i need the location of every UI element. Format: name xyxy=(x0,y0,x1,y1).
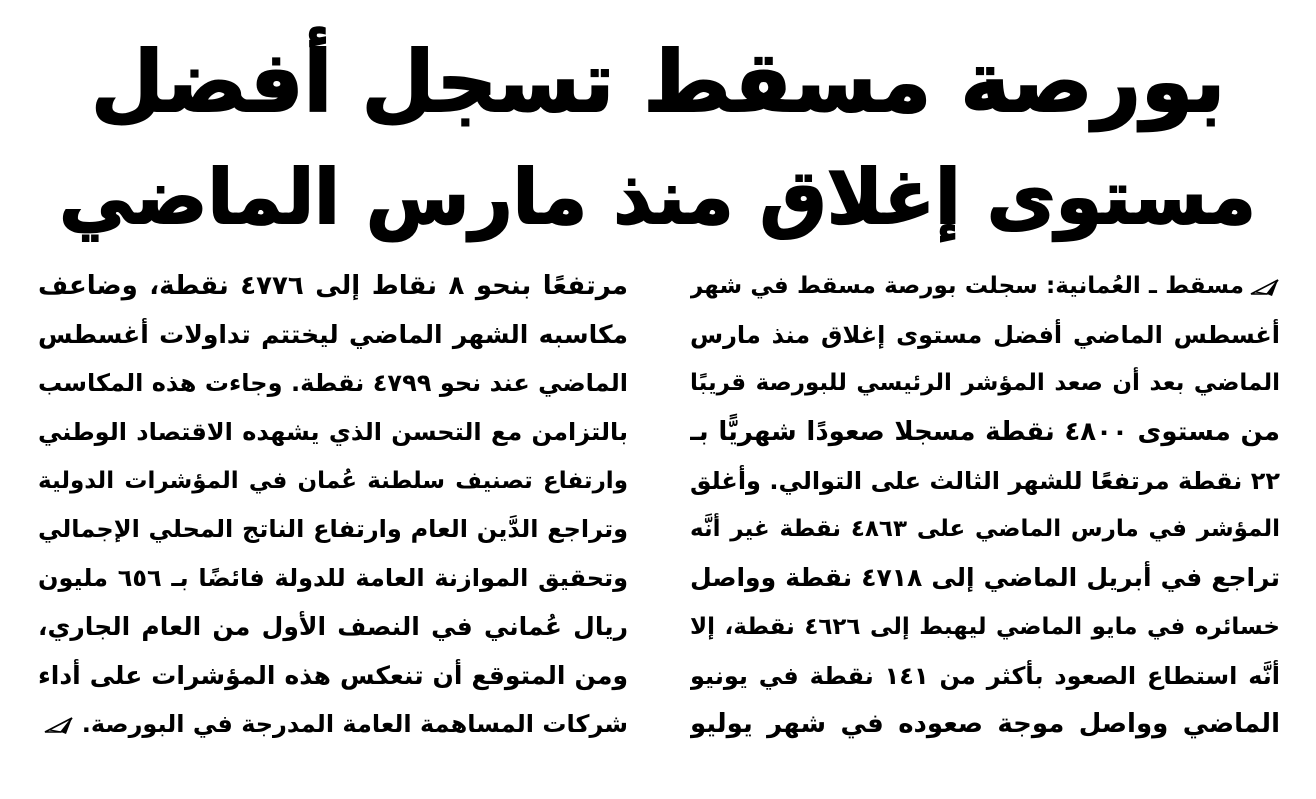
column-left-line: ومن المتوقع أن تنعكس هذه المؤشرات على أداء xyxy=(38,660,628,690)
column-right-line: من مستوى ٤٨٠٠ نقطة مسجلا صعودًا شهريًّا بـ xyxy=(690,417,1280,448)
column-right-line: أنَّه استطاع الصعود بأكثر من ١٤١ نقطة في يونيو xyxy=(690,661,1280,690)
headline-line-1: بورصة مسقط تسجل أفضل xyxy=(90,33,1226,131)
column-left-text: شركات المساهمة العامة المدرجة في البورصة. xyxy=(81,710,628,739)
column-left-line: ريال عُماني في النصف الأول من العام الجاري، xyxy=(38,611,628,641)
column-right-line xyxy=(690,262,1280,311)
column-left-line: بالتزامن مع التحسن الذي يشهده الاقتصاد الوطني xyxy=(38,418,628,447)
column-right-line: أغسطس الماضي أفضل مستوى إغلاق منذ مارس xyxy=(690,320,1280,349)
column-right-line: الماضي وواصل موجة صعوده في شهر يوليو xyxy=(690,709,1280,740)
column-right-line: الماضي بعد أن صعد المؤشر الرئيسي للبورصة قريبًا xyxy=(690,370,1280,397)
article-column-right xyxy=(690,262,1280,749)
column-left-line: الماضي عند نحو ٤٧٩٩ نقطة. وجاءت هذه المكاسب xyxy=(38,369,628,398)
column-left-line: وتحقيق الموازنة العامة للدولة فائضًا بـ ٦٥٦ مليون xyxy=(38,564,628,593)
column-right-line: خسائره في مايو الماضي ليهبط إلى ٤٦٢٦ نقطة، إلا xyxy=(690,613,1280,640)
headline-line-2: مستوى إغلاق منذ مارس الماضي xyxy=(59,153,1256,241)
column-left-line: مكاسبه الشهر الماضي ليختتم تداولات أغسطس xyxy=(38,319,628,349)
column-right-line: المؤشر في مارس الماضي على ٤٨٦٣ نقطة غير أنَّه xyxy=(690,516,1280,543)
column-right-text: مسقط ـ العُمانية: سجلت بورصة مسقط في شهر xyxy=(690,273,1244,299)
column-right-line: ٢٢ نقطة مرتفعًا للشهر الثالث على التوالي. وأغلق xyxy=(690,466,1280,495)
column-left-line: وارتفاع تصنيف سلطنة عُمان في المؤشرات الدولية xyxy=(38,467,628,494)
column-left-line: وتراجع الدَّين العام وارتفاع الناتج المحلي الإجمالي xyxy=(38,515,628,544)
column-left-line: مرتفعًا بنحو ٨ نقاط إلى ٤٧٧٦ نقطة، وضاعف xyxy=(38,271,628,301)
column-left-line xyxy=(38,700,628,749)
paper-plane-mark-icon xyxy=(44,715,74,735)
paper-plane-mark-icon xyxy=(1250,277,1280,297)
article-column-left xyxy=(38,262,628,749)
column-right-line: تراجع في أبريل الماضي إلى ٤٧١٨ نقطة وواصل xyxy=(690,563,1280,593)
